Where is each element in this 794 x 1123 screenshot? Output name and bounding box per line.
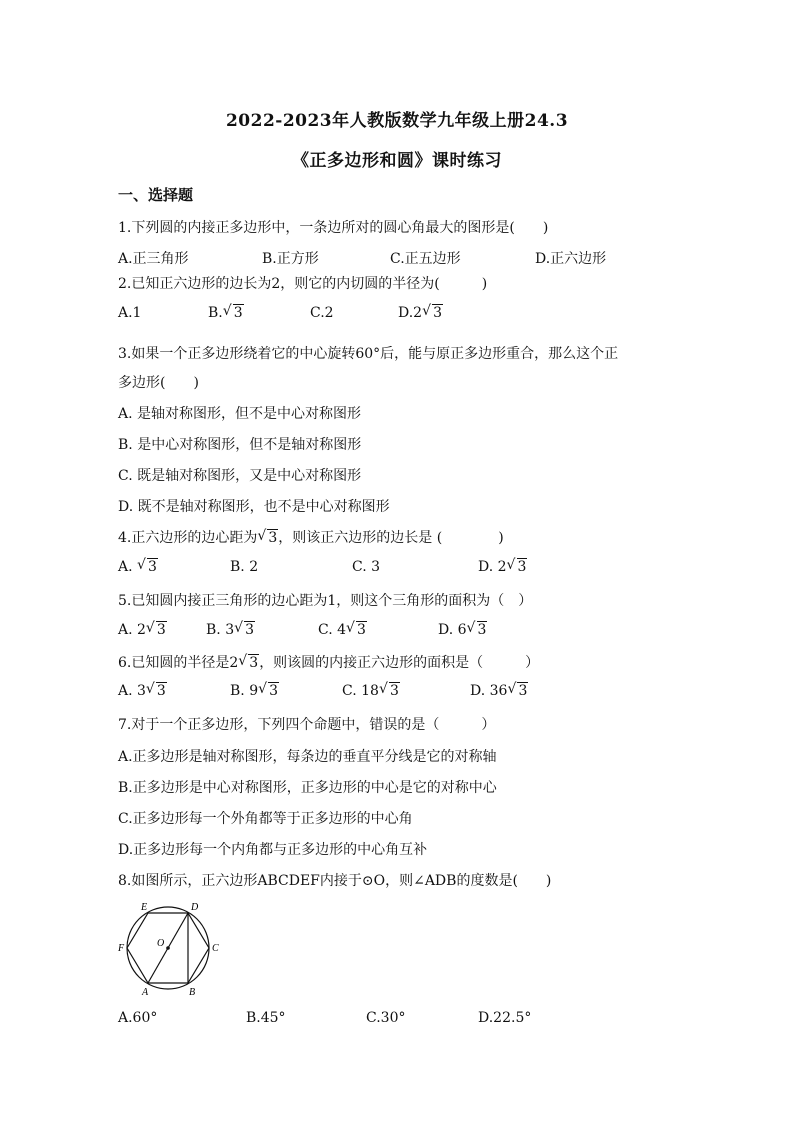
q4-option-c: C. 3 [352, 559, 381, 575]
label-c: C [212, 943, 219, 954]
q1-stem: 1.下列圆的内接正多边形中，一条边所对的圆心角最大的图形是( ) [118, 220, 549, 236]
sqrt-symbol [224, 305, 244, 321]
q2-option-c: C.2 [310, 305, 334, 321]
q1-option-c: C.正五边形 [390, 251, 461, 267]
label-e: E [141, 902, 148, 913]
q3-stem-line2: 多边形( ) [118, 375, 199, 391]
radicand: 3 [156, 622, 166, 638]
q1-option-b: B.正方形 [262, 251, 319, 267]
q4-option-a [118, 559, 158, 575]
sqrt-symbol [380, 683, 400, 699]
sqrt-symbol [147, 622, 167, 638]
radicand: 3 [357, 622, 366, 638]
q2-option-a: A.1 [118, 305, 142, 321]
q2-option-b-label: B. [208, 305, 223, 321]
label-o: O [157, 938, 165, 949]
sqrt-symbol [468, 622, 488, 638]
sqrt-symbol [347, 622, 367, 638]
radicand: 3 [269, 683, 279, 699]
q1-option-d: D.正六边形 [535, 251, 607, 267]
q3-option-b: B. 是中心对称图形，但不是轴对称图形 [118, 437, 362, 453]
label-d: D [191, 902, 199, 913]
radicand: 3 [148, 559, 157, 575]
q6-option-b-label: B. 9 [230, 683, 259, 699]
q5-option-c-label: C. 4 [318, 622, 347, 638]
q6-option-a-label: A. 3 [118, 683, 146, 699]
radicand: 3 [433, 305, 443, 321]
radicand: 3 [233, 305, 243, 321]
q7-option-a: A.正多边形是轴对称图形，每条边的垂直平分线是它的对称轴 [118, 749, 497, 765]
q4-option-b: B. 2 [230, 559, 259, 575]
q8-stem: 8.如图所示，正六边形ABCDEF内接于⊙O，则∠ADB的度数是( ) [118, 873, 552, 889]
radicand: 3 [518, 683, 528, 699]
doc-title-line1: 2022-2023年人教版数学九年级上册24.3 [225, 111, 569, 131]
q5-stem: 5.已知圆内接正三角形的边心距为1，则这个三角形的面积为（ ） [118, 593, 533, 609]
hexagon-in-circle-figure [112, 897, 232, 999]
label-a: A [142, 987, 149, 998]
sqrt-symbol [138, 559, 158, 575]
q6-option-c [342, 683, 400, 699]
radicand: 3 [156, 683, 166, 699]
q8-option-a: A.60° [118, 1010, 158, 1026]
q5-option-d-label: D. 6 [438, 622, 467, 638]
q4-stem [118, 527, 504, 547]
radicand: 3 [268, 530, 278, 546]
q4-option-d-label: D. 2 [478, 559, 507, 575]
q3-option-c: C. 既是轴对称图形，又是中心对称图形 [118, 468, 362, 484]
q6-stem [118, 652, 539, 672]
q1-option-a: A.正三角形 [118, 251, 189, 267]
sqrt-symbol [258, 530, 278, 546]
q7-option-b: B.正多边形是中心对称图形，正多边形的中心是它的对称中心 [118, 780, 497, 796]
q2-stem: 2.已知正六边形的边长为2，则它的内切圆的半径为( ) [118, 276, 488, 292]
q3-option-a: A. 是轴对称图形，但不是中心对称图形 [118, 406, 362, 422]
q5-option-b [206, 622, 255, 638]
radicand: 3 [477, 622, 487, 638]
q3-option-d: D. 既不是轴对称图形，也不是中心对称图形 [118, 499, 390, 515]
q4-stem-post: ，则该正六边形的边长是 ( ) [278, 530, 504, 546]
sqrt-symbol [423, 305, 443, 321]
radicand: 3 [245, 622, 255, 638]
label-b: B [189, 987, 196, 998]
q5-option-b-label: B. 3 [206, 622, 235, 638]
q6-stem-pre: 6.已知圆的半径是2 [118, 655, 239, 671]
q2-option-d-label: D.2 [398, 305, 423, 321]
q6-option-d-label: D. 36 [470, 683, 508, 699]
q5-option-c [318, 622, 367, 638]
doc-title-line2: 《正多边形和圆》课时练习 [292, 151, 502, 171]
radicand: 3 [249, 655, 259, 671]
q8-option-d: D.22.5° [478, 1010, 532, 1026]
q7-stem: 7.对于一个正多边形，下列四个命题中，错误的是（ ） [118, 717, 496, 733]
q6-option-c-label: C. 18 [342, 683, 379, 699]
sqrt-symbol [235, 622, 255, 638]
q4-option-d [478, 559, 527, 575]
q6-option-a [118, 683, 167, 699]
q5-option-a [118, 622, 167, 638]
sqrt-symbol [508, 559, 528, 575]
center-point [166, 946, 170, 950]
q6-stem-post: ，则该圆的内接正六边形的面积是（ ） [259, 655, 540, 671]
sqrt-symbol [259, 683, 279, 699]
radicand: 3 [389, 683, 399, 699]
q8-option-c: C.30° [366, 1010, 406, 1026]
q7-option-d: D.正多边形每一个内角都与正多边形的中心角互补 [118, 842, 428, 858]
q7-option-c: C.正多边形每一个外角都等于正多边形的中心角 [118, 811, 413, 827]
q4-stem-pre: 4.正六边形的边心距为 [118, 530, 258, 546]
section-heading: 一、选择题 [118, 186, 194, 204]
q8-option-b: B.45° [246, 1010, 286, 1026]
sqrt-symbol [147, 683, 167, 699]
q3-stem-line1: 3.如果一个正多边形绕着它的中心旋转60°后，能与原正多边形重合，那么这个正 [118, 346, 619, 362]
q6-option-d [470, 683, 528, 699]
sqrt-symbol [508, 683, 528, 699]
q2-option-b [208, 305, 244, 321]
q6-option-b [230, 683, 279, 699]
sqrt-symbol [239, 655, 259, 671]
radicand: 3 [517, 559, 527, 575]
q4-option-a-label: A. [118, 559, 133, 575]
q5-option-a-label: A. 2 [118, 622, 146, 638]
q5-option-d [438, 622, 487, 638]
q2-option-d [398, 305, 443, 321]
label-f: F [118, 943, 125, 954]
